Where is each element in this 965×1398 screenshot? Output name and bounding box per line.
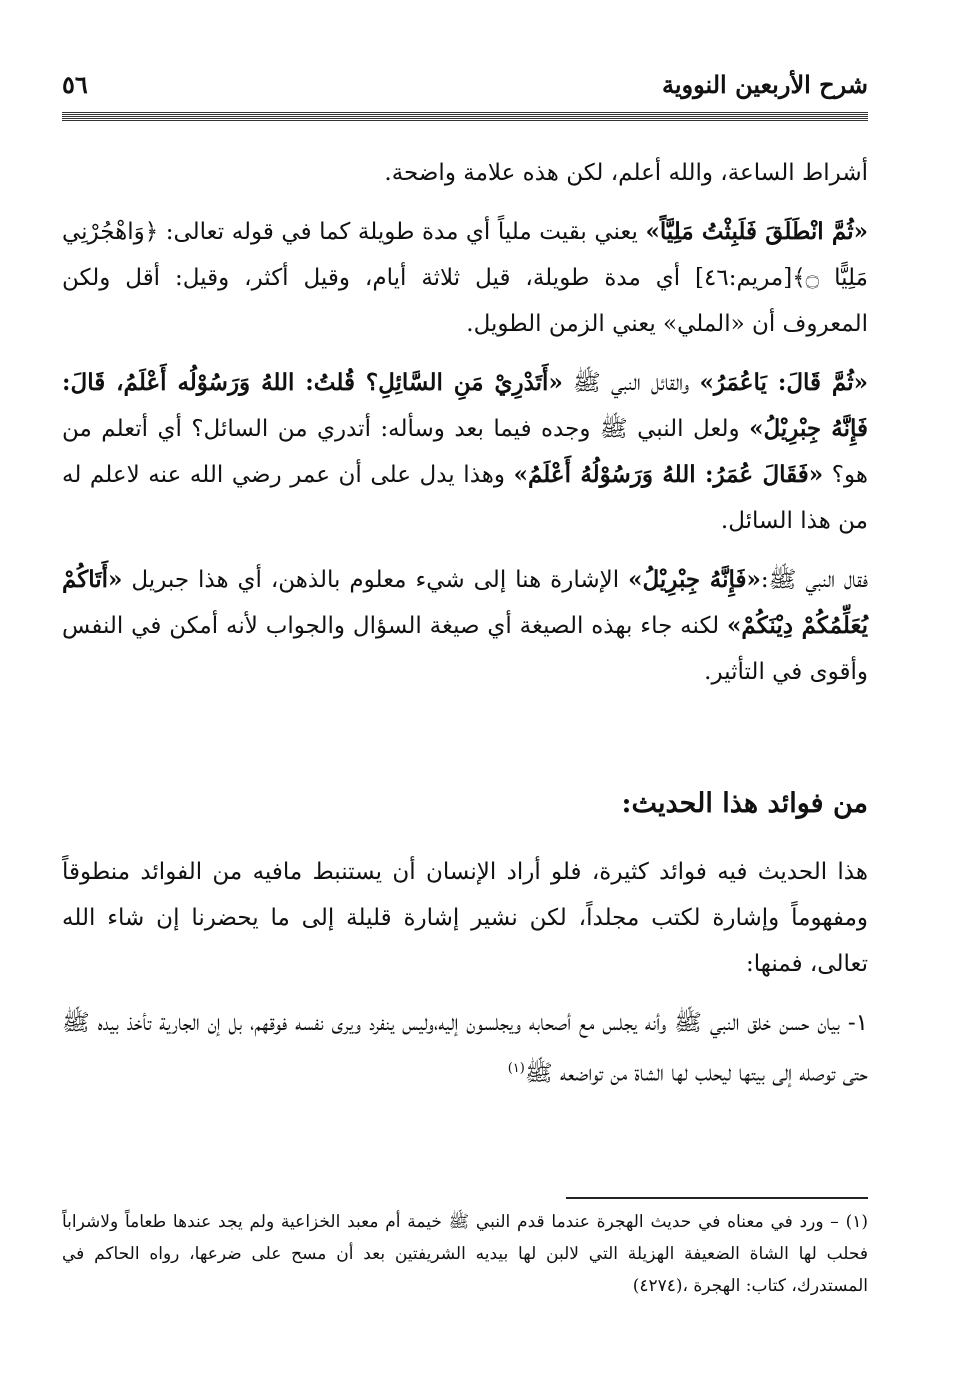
hadith-quote: «أَتَدْرِيْ مَنِ السَّائِلِ؟ قُلتُ: اللهُ وَرَسُوْلُه أَعْلَمُ، قَالَ: فَإِنَّهُ جِبْرِيْلُ» xyxy=(62,369,868,442)
paragraph-text: فقال النبي ﷺ: xyxy=(760,567,869,593)
paragraph-text: ولعل النبي ﷺ وجده فيما بعد وسأله: أتدري من السائل؟ أي أتعلم من هو؟ xyxy=(62,416,868,488)
paragraph-text: لكنه جاء بهذه الصيغة أي صيغة السؤال والجواب لأنه أمكن في النفس وأقوى في التأثير. xyxy=(62,613,868,685)
section-heading: من فوائد هذا الحديث: xyxy=(621,788,868,819)
footnote-reference[interactable]: (١) xyxy=(507,1061,525,1076)
paragraph-1: أشراط الساعة، والله أعلم، لكن هذه علامة واضحة. xyxy=(384,160,868,186)
hadith-quote: «أَتَاكُمْ يُعَلِّمُكُمْ دِيْنَكُمْ» xyxy=(62,566,868,639)
header-rule xyxy=(62,112,868,121)
hadith-quote: «فَإِنَّهُ جِبْرِيْلُ» xyxy=(628,566,761,593)
main-content xyxy=(62,150,868,1110)
hadith-quote: «ثُمَّ انْطَلَقَ فَلَبِثْتُ مَلِيَّاً» xyxy=(645,218,868,245)
paragraph-text: ١- بيان حسن خلق النبي ﷺ وأنه يجلس مع أصحابه ويجلسون إليه،وليس ينفرد ويرى نفسه فوقهم، بل إن الجارية تأخذ بيده ﷺ حتى توصله إلى بيتها ليحلب لها الشاة من تواضعه ﷺ xyxy=(62,1010,868,1087)
paragraph-text: والقائل النبي ﷺ xyxy=(562,370,700,396)
hadith-quote: «ثُمَّ قَالَ: يَاعُمَرُ» xyxy=(699,369,869,396)
hadith-quote: «فَقَالَ عُمَرُ: اللهُ وَرَسُوْلُهُ أَعْلَمُ» xyxy=(513,461,824,488)
footnote: (١) – ورد في معناه في حديث الهجرة عندما قدم النبي ﷺ خيمة أم معبد الخزاعية ولم يجد عندها طعاماً ولاشراباً فحلب لها الشاة الضعيفة الهزيلة التي لالبن لها بيديه الشريفتين بعد أن مسح على ضرعها، رواه الحاكم في المستدرك، كتاب: الهجرة ،(٤٢٧٤) xyxy=(62,1212,868,1296)
paragraph-3 xyxy=(62,360,868,544)
paragraph-text: يعني بقيت ملياً أي مدة طويلة كما في قوله تعالى: ﴿وَاهْجُرْنِي مَلِيًّا ۝﴾[مريم:٤٦] أي مدة طويلة، قيل ثلاثة أيام، وقيل أكثر، وقيل: أقل ولكن المعروف أن «الملي» يعني الزمن الطويل. xyxy=(62,219,868,337)
running-title: شرح الأربعين النووية xyxy=(661,70,868,99)
paragraph-6 xyxy=(62,1000,868,1097)
page-header xyxy=(62,66,868,106)
footnote-rule xyxy=(566,1197,868,1199)
paragraph-2 xyxy=(62,209,868,347)
page-number: ٥٦ xyxy=(62,70,88,99)
paragraph-5: هذا الحديث فيه فوائد كثيرة، فلو أراد الإنسان أن يستنبط مافيه من الفوائد منطوقاً ومفهوماً وإشارة لكتب مجلداً، لكن نشير إشارة قليلة إلى ما يحضرنا إن شاء الله تعالى، فمنها: xyxy=(62,859,868,977)
paragraph-text: الإشارة هنا إلى شيء معلوم بالذهن، أي هذا جبريل xyxy=(122,567,629,593)
paragraph-4 xyxy=(62,557,868,695)
paragraph-text: وهذا يدل على أن عمر رضي الله عنه لاعلم له من هذا السائل. xyxy=(62,462,868,534)
